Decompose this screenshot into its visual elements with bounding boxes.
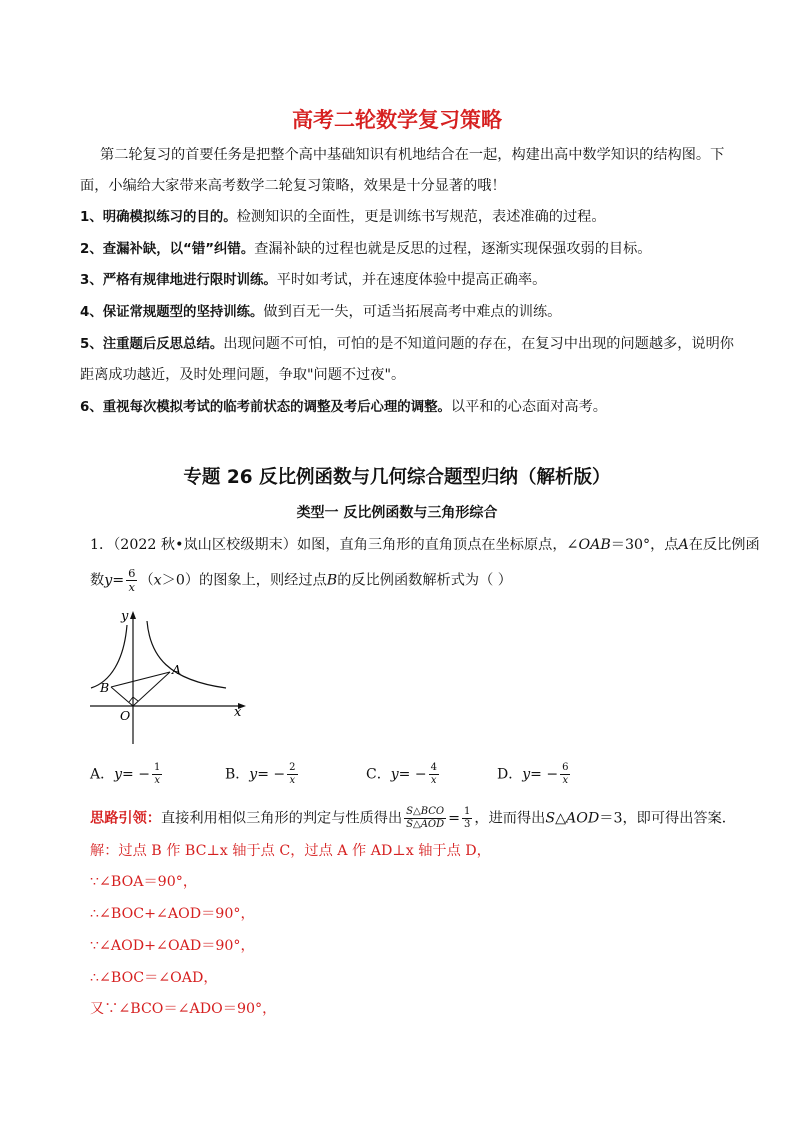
- question-text: 的反比例函数解析式为（ ）: [337, 572, 512, 589]
- hint-s-aod: S△AOD: [545, 810, 600, 827]
- strategy-item-4-text: 做到百无一失，可适当拓展高考中难点的训练。: [263, 304, 562, 320]
- option-d-eq: = −: [530, 766, 559, 783]
- option-d-y: y: [522, 766, 531, 783]
- hint-text: 直接利用相似三角形的判定与性质得出: [160, 810, 403, 827]
- option-a: [90, 762, 164, 787]
- label-x: x: [234, 705, 242, 720]
- option-d-den: x: [562, 775, 569, 786]
- solution-line-1: 解：过点 B 作 BC⊥x 轴于点 C，过点 A 作 AD⊥x 轴于点 D，: [90, 843, 491, 859]
- solution-line-2: ∵∠BOA＝90°，: [90, 874, 198, 890]
- strategy-item-3-text: 平时如考试，并在速度体验中提高正确率。: [276, 272, 547, 288]
- topic-subtitle: 类型一 反比例函数与三角形综合: [296, 505, 498, 521]
- hint-line: [90, 806, 736, 831]
- hint-frac-num: S△BCO: [404, 806, 446, 819]
- function-fraction: [126, 567, 137, 594]
- solution-line-5: ∴∠BOC＝∠OAD，: [90, 970, 218, 986]
- option-d-label: D．: [497, 766, 523, 783]
- option-b: [225, 762, 300, 787]
- option-c: [366, 762, 441, 787]
- option-c-y: y: [390, 766, 399, 783]
- hint-ratio-fraction: [462, 806, 472, 831]
- option-b-fraction: [287, 762, 297, 787]
- segment-ob: [111, 687, 133, 706]
- label-a: A: [172, 662, 182, 677]
- strategy-item-6-heading: 6、重视每次模拟考试的临考前状态的调整及考后心理的调整。: [80, 400, 451, 415]
- strategy-item-5-text: 出现问题不可怕，可怕的是不知道问题的存在，在复习中出现的问题越多，说明你: [223, 336, 734, 352]
- option-b-num: 2: [289, 762, 296, 773]
- var-x: x: [153, 572, 162, 589]
- option-a-fraction: [152, 762, 162, 787]
- strategy-item-5: [80, 334, 734, 355]
- option-a-label: A．: [90, 766, 115, 783]
- question-text: ＞0）的图象上，则经过点: [161, 572, 327, 589]
- hint-label: 思路引领：: [90, 810, 161, 827]
- question-line-1: [90, 535, 760, 555]
- strategy-item-3: [80, 270, 720, 291]
- option-d: [497, 762, 572, 787]
- solution-line-6: 又∵∠BCO＝∠ADO＝90°，: [90, 1001, 277, 1017]
- hint-area-fraction: [404, 806, 446, 831]
- option-c-label: C．: [366, 766, 391, 783]
- option-d-num: 6: [562, 762, 569, 773]
- option-d-fraction: [560, 762, 570, 787]
- strategy-item-2-text: 查漏补缺的过程也就是反思的过程，逐渐实现保强攻弱的目标。: [254, 241, 652, 257]
- strategy-item-1: [80, 207, 720, 228]
- intro-line-2: 面，小编给大家带来高考数学二轮复习策略，效果是十分显著的哦！: [80, 178, 506, 194]
- option-b-label: B．: [225, 766, 250, 783]
- hint-frac-den: S△AOD: [406, 819, 445, 830]
- question-text: ＝30°，点: [610, 537, 679, 553]
- point-a-label: A: [678, 537, 689, 553]
- option-a-eq: = −: [122, 766, 150, 783]
- equals-sign: =: [112, 572, 125, 589]
- strategy-item-2-heading: 2、查漏补缺，以“错”纠错。: [80, 242, 255, 257]
- option-b-den: x: [289, 775, 296, 786]
- strategy-item-6-text: 以平和的心态面对高考。: [450, 399, 607, 415]
- label-y: y: [121, 609, 129, 624]
- fraction-denominator: x: [128, 580, 136, 594]
- strategy-item-4: [80, 302, 720, 323]
- topic-title: 专题 26 反比例函数与几何综合题型归纳（解析版）: [183, 467, 611, 488]
- option-a-num: 1: [153, 762, 161, 773]
- coordinate-figure: [86, 606, 256, 748]
- option-c-num: 4: [430, 762, 437, 773]
- page-title: 高考二轮数学复习策略: [292, 108, 502, 132]
- strategy-item-1-text: 检测知识的全面性，更是训练书写规范，表述准确的过程。: [236, 209, 606, 225]
- y-axis-arrow: [130, 611, 136, 619]
- question-text: 在反比例函: [688, 537, 760, 553]
- option-b-eq: = −: [257, 766, 286, 783]
- option-a-den: x: [154, 775, 160, 786]
- label-b: B: [100, 680, 110, 695]
- option-c-fraction: [429, 762, 439, 787]
- strategy-item-5-heading: 5、注重题后反思总结。: [80, 337, 224, 352]
- solution-line-4: ∵∠AOD+∠OAD＝90°，: [90, 938, 255, 954]
- var-y: y: [104, 572, 113, 589]
- point-b-label: B: [326, 572, 338, 589]
- option-b-y: y: [249, 766, 258, 783]
- strategy-item-5-cont: 距离成功越近，及时处理问题，争取"问题不过夜"。: [80, 367, 406, 383]
- curve-second-quadrant: [91, 625, 127, 688]
- hint-eq: =: [448, 810, 461, 827]
- hint-text: ＝3，即可得出答案．: [599, 810, 736, 827]
- hint-text: ，进而得出: [474, 810, 546, 827]
- label-o: O: [120, 708, 131, 723]
- strategy-item-1-heading: 1、明确模拟练习的目的。: [80, 210, 237, 225]
- option-a-y: y: [114, 766, 123, 783]
- intro-line-1: 第二轮复习的首要任务是把整个高中基础知识有机地结合在一起，构建出高中数学知识的结构图。下: [100, 147, 725, 163]
- option-c-den: x: [430, 775, 437, 786]
- strategy-item-4-heading: 4、保证常规题型的坚持训练。: [80, 305, 264, 320]
- angle-oab: OAB: [578, 537, 611, 553]
- question-text: （: [139, 572, 154, 589]
- question-text: 数: [90, 572, 105, 589]
- hint-ratio-den: 3: [464, 819, 471, 830]
- hint-ratio-num: 1: [464, 806, 471, 817]
- option-c-eq: = −: [398, 766, 427, 783]
- question-text: 1．（2022 秋•岚山区校级期末）如图，直角三角形的直角顶点在坐标原点，∠: [90, 537, 579, 553]
- curve-first-quadrant: [147, 621, 226, 688]
- solution-line-3: ∴∠BOC+∠AOD＝90°，: [90, 906, 255, 922]
- strategy-item-2: [80, 239, 720, 260]
- strategy-item-3-heading: 3、严格有规律地进行限时训练。: [80, 273, 277, 288]
- fraction-numerator: 6: [128, 566, 136, 580]
- strategy-item-6: [80, 397, 720, 418]
- question-line-2: [90, 567, 730, 594]
